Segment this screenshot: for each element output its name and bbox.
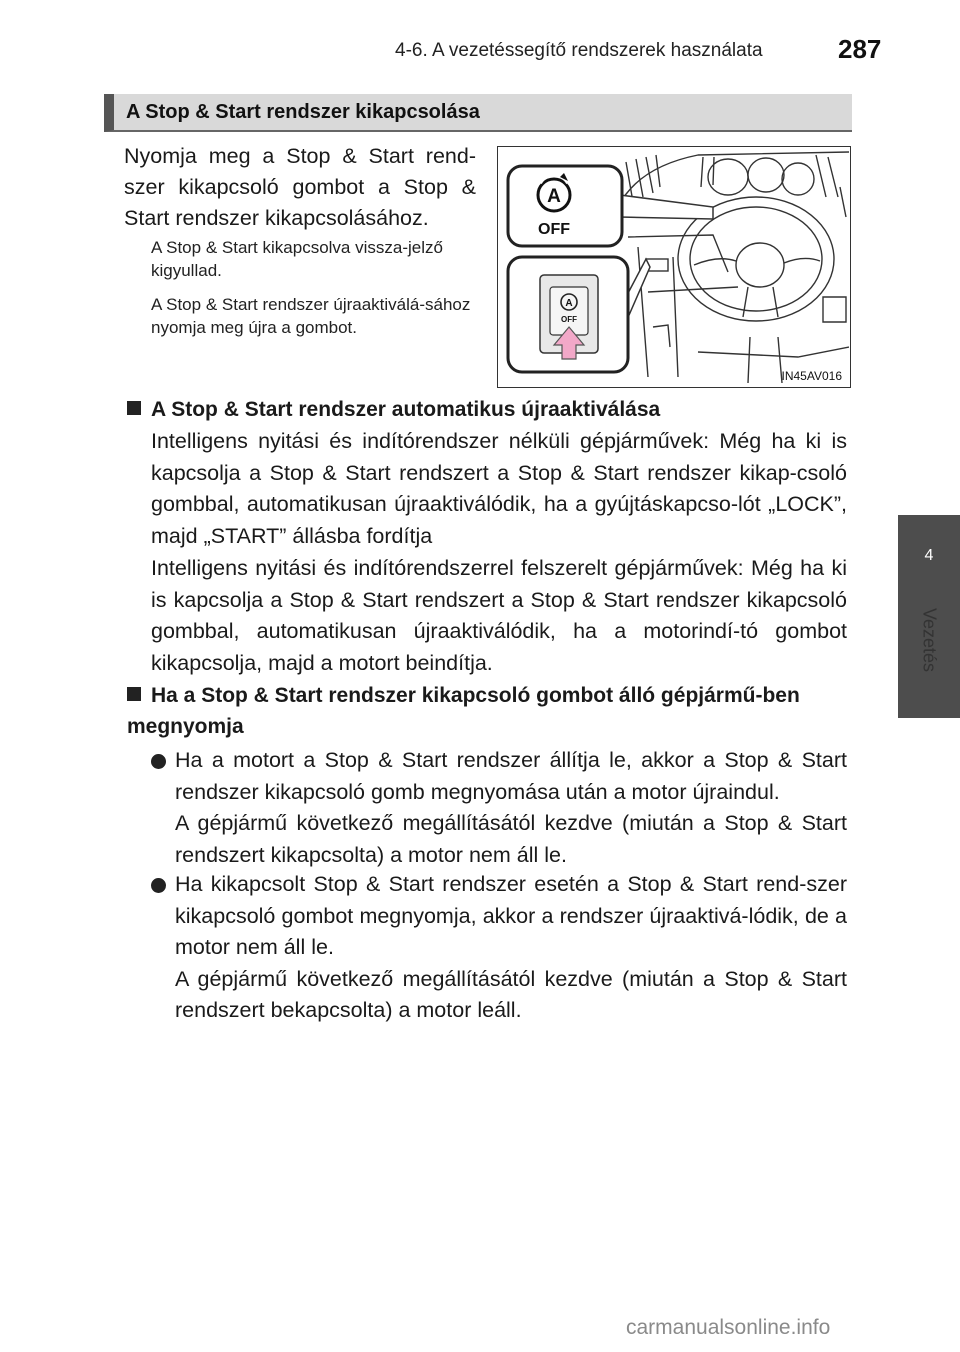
intro-paragraph: Nyomja meg a Stop & Start rend-szer kikapcsoló gombot a Stop & Start rendszer kikapcsolásához. (124, 144, 476, 230)
bullet-text: Ha a motort a Stop & Start rendszer állítja le, akkor a Stop & Start rendszer kikapcsoló gomb megnyomása után a motor újraindul. (175, 748, 847, 804)
round-bullet-icon (151, 754, 166, 769)
bullet-continuation: A gépjármű következő megállításától kezdve (miután a Stop & Start rendszert bekapcsolta) a motor leáll. (175, 966, 847, 1022)
note-indicator: A Stop & Start kikapcsolva vissza-jelző kigyullad. (151, 238, 443, 280)
paragraph-keyless: Intelligens nyitási és indítórendszer nélküli gépjárművek: Még ha ki is kapcsolja a Stop & Start rendszert a Stop & Start rendszer kikap-csoló gombbal, automatikusan újraaktiválódik, ha a gyújtáskapcso-lót „LOCK”, majd „START” állásba fordítja (151, 429, 847, 548)
heading-text: A Stop & Start rendszer automatikus újraaktiválása (151, 398, 661, 421)
dashboard-illustration (497, 146, 851, 388)
square-bullet-icon (127, 687, 141, 701)
section-title-bar (104, 94, 852, 132)
dashboard-drawing (498, 147, 849, 386)
heading-text: Ha a Stop & Start rendszer kikapcsoló gombot álló gépjármű-ben megnyomja (127, 684, 800, 738)
bullet-item-system-off (151, 869, 847, 1027)
svg-text:A: A (547, 186, 561, 207)
svg-text:OFF: OFF (538, 221, 570, 238)
heading-auto-reactivation (127, 394, 847, 425)
svg-text:A: A (565, 298, 573, 309)
bullet-continuation: A gépjármű következő megállításától kezdve (miután a Stop & Start rendszert kikapcsolta) a motor nem áll le. (175, 811, 847, 867)
header-section-title: 4-6. A vezetéssegítő rendszerek használata (395, 40, 763, 61)
page-number: 287 (838, 34, 882, 64)
section-title: A Stop & Start rendszer kikapcsolása (126, 101, 480, 123)
chapter-label: Vezetés (919, 607, 940, 673)
heading-stationary-press (127, 680, 847, 742)
svg-text:OFF: OFF (561, 315, 577, 324)
round-bullet-icon (151, 878, 166, 893)
chapter-number: 4 (924, 547, 934, 564)
paragraph-smart-key: Intelligens nyitási és indítórendszerrel felszerelt gépjárművek: Még ha ki is kapcsolja a Stop & Start rendszert a Stop & Start rendszer kikapcsoló gombbal, automatikusan újraaktiválódik, ha a motorindí-tó gombot kikapcsolja, majd a motort beindítja. (151, 556, 847, 675)
bullet-item-engine-stop (151, 745, 847, 871)
watermark: carmanualsonline.info (626, 1316, 831, 1339)
bullet-text: Ha kikapcsolt Stop & Start rendszer esetén a Stop & Start rend-szer kikapcsoló gombot megnyomja, akkor a rendszer újraaktivá-lódik, de a motor nem áll le. (175, 872, 847, 959)
figure-code: IN45AV016 (781, 369, 842, 383)
note-reactivate: A Stop & Start rendszer újraaktiválá-sához nyomja meg újra a gombot. (151, 295, 471, 337)
square-bullet-icon (127, 401, 141, 415)
